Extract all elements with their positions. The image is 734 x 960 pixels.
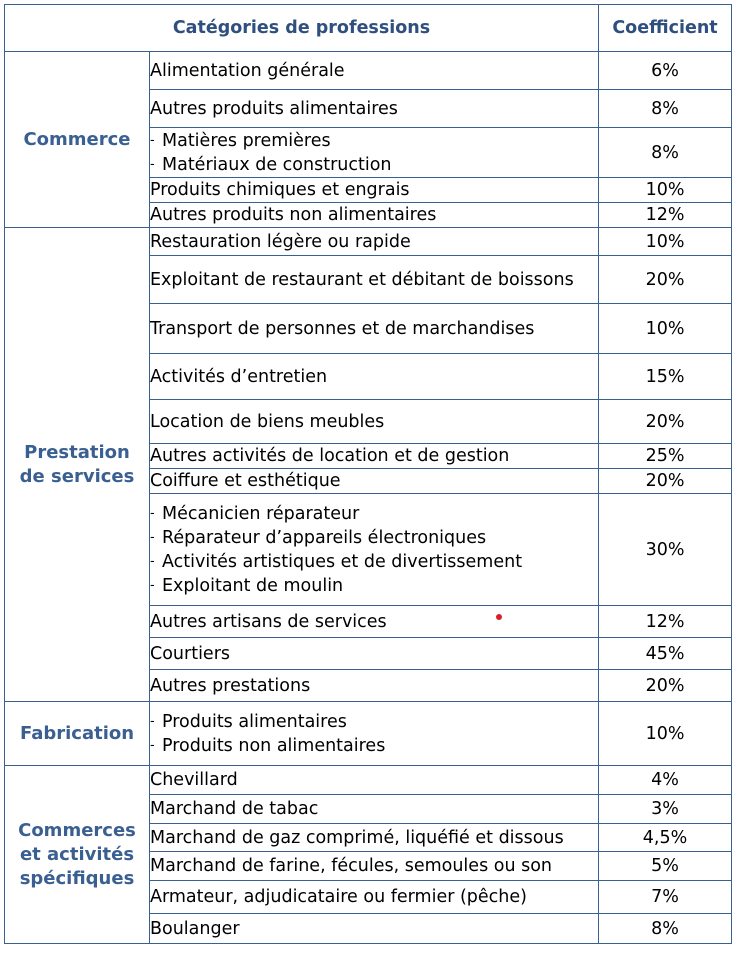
coefficient-value: 8%	[599, 128, 732, 178]
profession-item: Autres produits alimentaires	[150, 98, 398, 119]
table-row	[5, 766, 732, 795]
coefficient-value: 4,5%	[599, 824, 732, 852]
profession-cell	[150, 766, 599, 795]
header-categories: Catégories de professions	[5, 5, 599, 52]
profession-cell	[150, 494, 599, 606]
header-row	[5, 5, 732, 52]
profession-cell	[150, 178, 599, 203]
profession-item: - Produits alimentaires	[150, 710, 598, 734]
profession-cell	[150, 228, 599, 256]
profession-item: Boulanger	[150, 918, 240, 939]
profession-item: Exploitant de restaurant et débitant de boissons	[150, 269, 574, 290]
coefficient-value: 20%	[599, 469, 732, 494]
coefficient-value: 25%	[599, 444, 732, 469]
profession-cell	[150, 128, 599, 178]
profession-item: - Activités artistiques et de divertissement	[150, 550, 598, 574]
profession-item: Armateur, adjudicataire ou fermier (pêche)	[150, 887, 527, 907]
category-cell: Fabrication	[5, 702, 150, 766]
coefficient-value: 8%	[599, 914, 732, 944]
profession-item: Activités d’entretien	[150, 366, 328, 387]
profession-cell	[150, 670, 599, 702]
profession-item: Autres prestations	[150, 675, 311, 696]
category-cell: Commerce	[5, 52, 150, 228]
profession-item: Courtiers	[150, 643, 231, 664]
profession-item: Transport de personnes et de marchandises	[150, 318, 535, 339]
profession-item: Coiffure et esthétique	[150, 471, 341, 491]
profession-cell	[150, 606, 599, 638]
profession-item: - Produits non alimentaires	[150, 734, 598, 758]
profession-cell	[150, 90, 599, 128]
profession-item: - Matières premières	[150, 129, 598, 153]
profession-cell	[150, 203, 599, 228]
coefficient-value: 8%	[599, 90, 732, 128]
profession-item: - Mécanicien réparateur	[150, 502, 598, 526]
profession-cell	[150, 852, 599, 881]
coefficient-value: 10%	[599, 304, 732, 354]
coefficient-value: 7%	[599, 881, 732, 914]
profession-cell	[150, 702, 599, 766]
profession-cell	[150, 256, 599, 304]
profession-item: Autres artisans de services	[150, 611, 387, 632]
coefficient-value: 12%	[599, 203, 732, 228]
profession-item: Restauration légère ou rapide	[150, 231, 411, 252]
profession-item: - Exploitant de moulin	[150, 574, 598, 598]
profession-cell	[150, 795, 599, 824]
coefficient-value: 20%	[599, 670, 732, 702]
profession-cell	[150, 824, 599, 852]
coefficient-table	[4, 4, 732, 944]
profession-item: Autres produits non alimentaires	[150, 205, 437, 225]
profession-cell	[150, 304, 599, 354]
profession-cell	[150, 444, 599, 469]
profession-item: Marchand de farine, fécules, semoules ou son	[150, 856, 553, 876]
coefficient-value: 12%	[599, 606, 732, 638]
profession-item: Chevillard	[150, 770, 238, 790]
category-cell: Commerces et activités spécifiques	[5, 766, 150, 944]
coefficient-value: 4%	[599, 766, 732, 795]
coefficient-value: 10%	[599, 228, 732, 256]
profession-item: Marchand de tabac	[150, 799, 319, 819]
profession-cell	[150, 914, 599, 944]
coefficient-value: 5%	[599, 852, 732, 881]
profession-cell	[150, 638, 599, 670]
profession-item: - Réparateur d’appareils électroniques	[150, 526, 598, 550]
profession-cell	[150, 52, 599, 90]
profession-item: Location de biens meubles	[150, 411, 385, 432]
profession-cell	[150, 881, 599, 914]
coefficient-value: 20%	[599, 400, 732, 444]
profession-item: Alimentation générale	[150, 60, 345, 81]
coefficient-value: 3%	[599, 795, 732, 824]
profession-item: Autres activités de location et de gestion	[150, 446, 510, 466]
red-dot-marker	[496, 614, 502, 620]
coefficient-value: 10%	[599, 702, 732, 766]
coefficient-value: 45%	[599, 638, 732, 670]
coefficient-value: 10%	[599, 178, 732, 203]
profession-item: Marchand de gaz comprimé, liquéfié et dissous	[150, 827, 564, 848]
coefficient-value: 15%	[599, 354, 732, 400]
profession-item: - Matériaux de construction	[150, 153, 598, 177]
profession-item: Produits chimiques et engrais	[150, 180, 410, 200]
coefficient-value: 20%	[599, 256, 732, 304]
table-row	[5, 228, 732, 256]
table-row	[5, 52, 732, 90]
table-row	[5, 702, 732, 766]
profession-cell	[150, 354, 599, 400]
profession-cell	[150, 400, 599, 444]
coefficient-value: 6%	[599, 52, 732, 90]
coefficient-value: 30%	[599, 494, 732, 606]
profession-cell	[150, 469, 599, 494]
category-cell: Prestation de services	[5, 228, 150, 702]
header-coefficient: Coefficient	[599, 5, 732, 52]
